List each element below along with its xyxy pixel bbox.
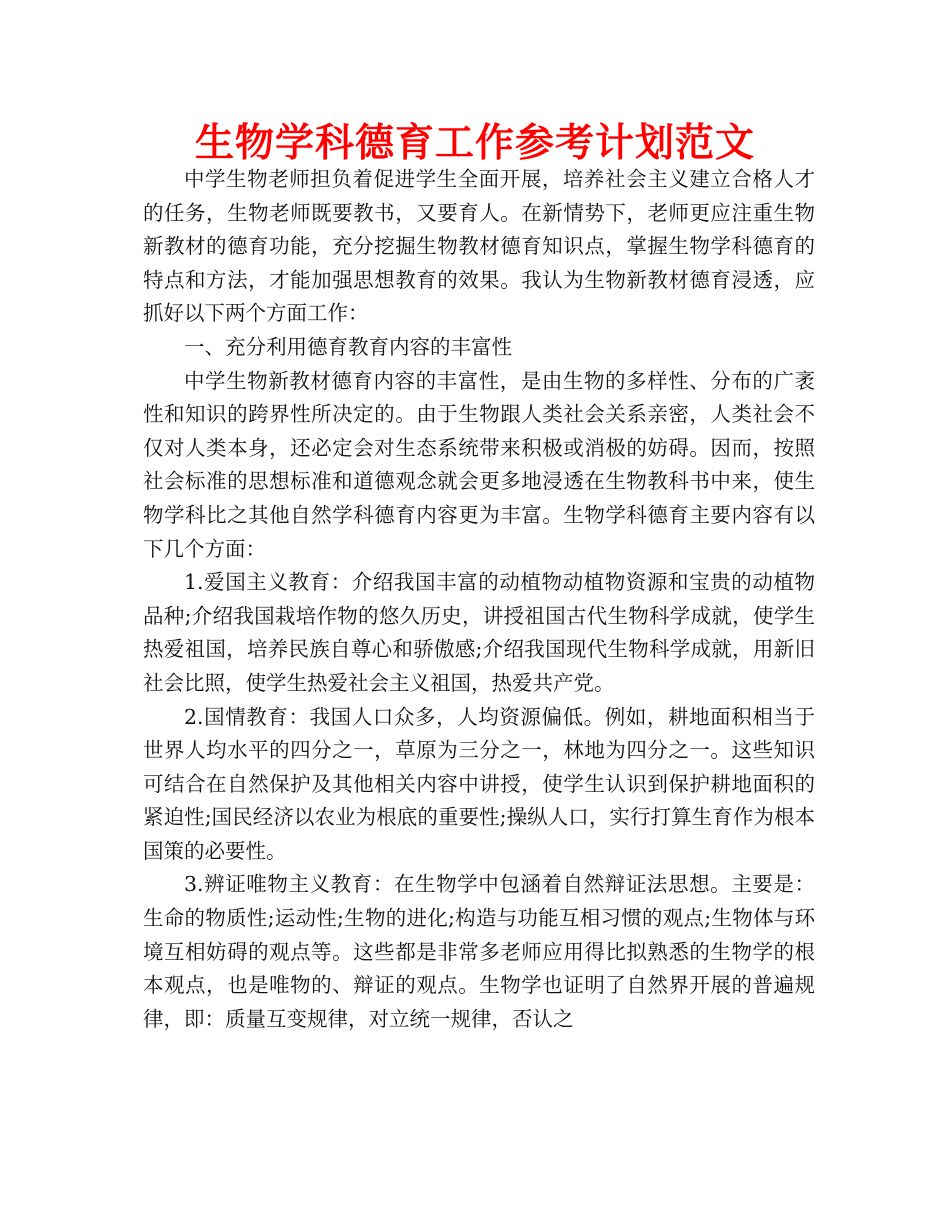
- document-title: 生物学科德育工作参考计划范文: [194, 121, 755, 166]
- list-item-patriotism: 1.爱国主义教育：介绍我国丰富的动植物动植物资源和宝贵的动植物品种;介绍我国栽培作物的悠久历史，讲授祖国古代生物科学成就，使学生热爱祖国，培养民族自尊心和骄傲感;介绍我国现代生物科学成就，用新旧社会比照，使学生热爱社会主义祖国，热爱共产党。: [143, 570, 815, 695]
- document-body: [143, 163, 815, 1036]
- list-item-dialectical-materialism: 3.辨证唯物主义教育：在生物学中包涵着自然辩证法思想。主要是：生命的物质性;运动性;生物的进化;构造与功能互相习惯的观点;生物体与环境互相妨碍的观点等。这些都是非常多老师应用得比拟熟悉的生物学的根本观点，也是唯物的、辩证的观点。生物学也证明了自然界开展的普遍规律，即：质量互变规律，对立统一规律，否认之: [143, 872, 815, 1031]
- list-item-national-conditions: 2.国情教育：我国人口众多，人均资源偏低。例如，耕地面积相当于世界人均水平的四分之一，草原为三分之一，林地为四分之一。这些知识可结合在自然保护及其他相关内容中讲授，使学生认识到保护耕地面积的紧迫性;国民经济以农业为根底的重要性;操纵人口，实行打算生育作为根本国策的必要性。: [143, 704, 815, 863]
- section-heading-1: 一、充分利用德育教育内容的丰富性: [184, 334, 512, 359]
- intro-paragraph: 中学生物老师担负着促进学生全面开展，培养社会主义建立合格人才的任务，生物老师既要教书，又要育人。在新情势下，老师更应注重生物新教材的德育功能，充分挖掘生物教材德育知识点，掌握生物学科德育的特点和方法，才能加强思想教育的效果。我认为生物新教材德育浸透，应抓好以下两个方面工作：: [143, 167, 815, 326]
- section-1-paragraph: 中学生物新教材德育内容的丰富性，是由生物的多样性、分布的广袤性和知识的跨界性所决定的。由于生物跟人类社会关系亲密，人类社会不仅对人类本身，还必定会对生态系统带来积极或消极的妨碍。因而，按照社会标准的思想标准和道德观念就会更多地浸透在生物教科书中来，使生物学科比之其他自然学科德育内容更为丰富。生物学科德育主要内容有以下几个方面：: [143, 368, 815, 561]
